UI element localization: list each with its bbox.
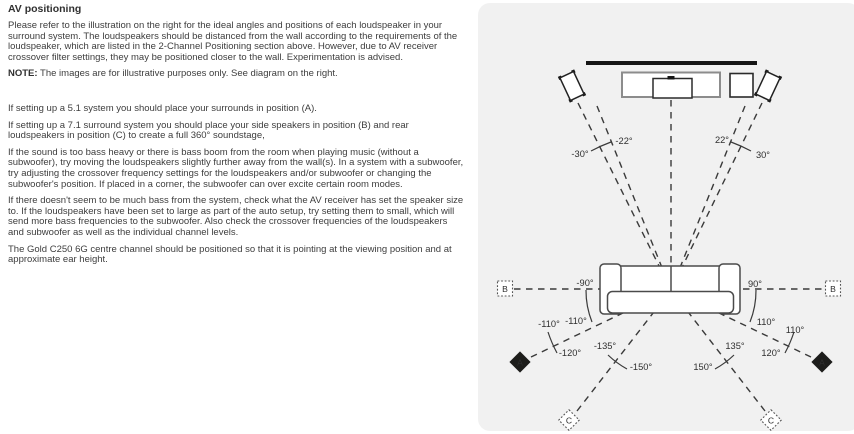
av-positioning-diagram: [475, 0, 854, 434]
subwoofer: [730, 74, 753, 98]
label-neg22: -22°: [615, 136, 633, 146]
label-neg110-outer: -110°: [538, 319, 560, 329]
sofa: [600, 264, 740, 314]
marker-b-left-label: B: [502, 283, 508, 294]
label-neg150: -150°: [629, 362, 653, 372]
section-heading: AV positioning: [8, 3, 82, 15]
label-pos22: 22°: [714, 135, 730, 145]
paragraph-bass-lacking: If there doesn't seem to be much bass from the system, check what the AV receiver has set the speaker size to. If the loudspeakers have been set to large as part of the auto setup, try setting them to small, which will send more bass frequencies to the subwoofer. Also check the crossover frequencies of the loudspeakers and subwoofer as well as the individual channel levels.: [8, 195, 464, 238]
label-neg135: -135°: [593, 341, 617, 351]
label-pos110-inner: 110°: [756, 317, 776, 327]
paragraph-7-1-system: If setting up a 7.1 surround system you should place your side speakers in position (B) and rear loudspeakers in position (C) to create a full 360° soundstage,: [8, 119, 409, 142]
label-pos150: 150°: [693, 362, 713, 372]
label-pos30: 30°: [755, 150, 771, 160]
marker-b-right-label: B: [830, 283, 836, 294]
diagram-panel-background: [478, 3, 854, 431]
label-neg90: -90°: [576, 278, 594, 288]
wall-line: [586, 61, 757, 65]
marker-c-left-label: C: [565, 415, 573, 426]
note-text: The images are for illustrative purposes only. See diagram on the right.: [40, 68, 338, 80]
paragraph-note: [8, 69, 464, 80]
label-neg120: -120°: [558, 348, 582, 358]
paragraph-5-1-system: If setting up a 5.1 system you should place your surrounds in position (A).: [8, 102, 317, 114]
label-pos110-outer: 110°: [785, 325, 805, 335]
marker-a-left-label: A: [517, 357, 523, 368]
marker-c-right-label: C: [767, 415, 775, 426]
paragraph-intro: Please refer to the illustration on the right for the ideal angles and positions of each loudspeaker in your surround system. The loudspeakers should be distanced from the wall according to the requirements of the loudspeaker, which are listed in the 2-Channel Positioning section above. However, due to AV receiver crossover filter settings, they may be positioned closer to the wall. Experimentation is advised.: [8, 20, 458, 63]
instructions-column: [8, 3, 464, 272]
label-pos90: 90°: [747, 279, 763, 289]
sofa-seat: [608, 292, 734, 314]
paragraph-centre-channel: The Gold C250 6G centre channel should be positioned so that it is pointing at the viewing position and at approximate ear height.: [8, 243, 452, 266]
label-pos135: 135°: [725, 341, 745, 351]
label-neg30: -30°: [571, 149, 589, 159]
paragraph-bass-heavy: If the sound is too bass heavy or there is bass boom from the room when playing music (without a subwoofer), try moving the loudspeakers slightly further away from the wall(s). In a system with a subwoofer, try adjusting the crossover frequency settings for the loudspeakers and/or subwoofer or changing the subwoofer's position. If placed in a corner, the subwoofer can over excite certain room modes.: [8, 146, 464, 190]
centre-speaker-tweeter: [668, 76, 675, 80]
marker-a-right-label: A: [819, 357, 825, 368]
label-pos120: 120°: [761, 348, 781, 358]
note-label: NOTE:: [8, 68, 38, 80]
label-neg110-inner: -110°: [565, 316, 587, 326]
centre-speaker: [653, 79, 692, 99]
